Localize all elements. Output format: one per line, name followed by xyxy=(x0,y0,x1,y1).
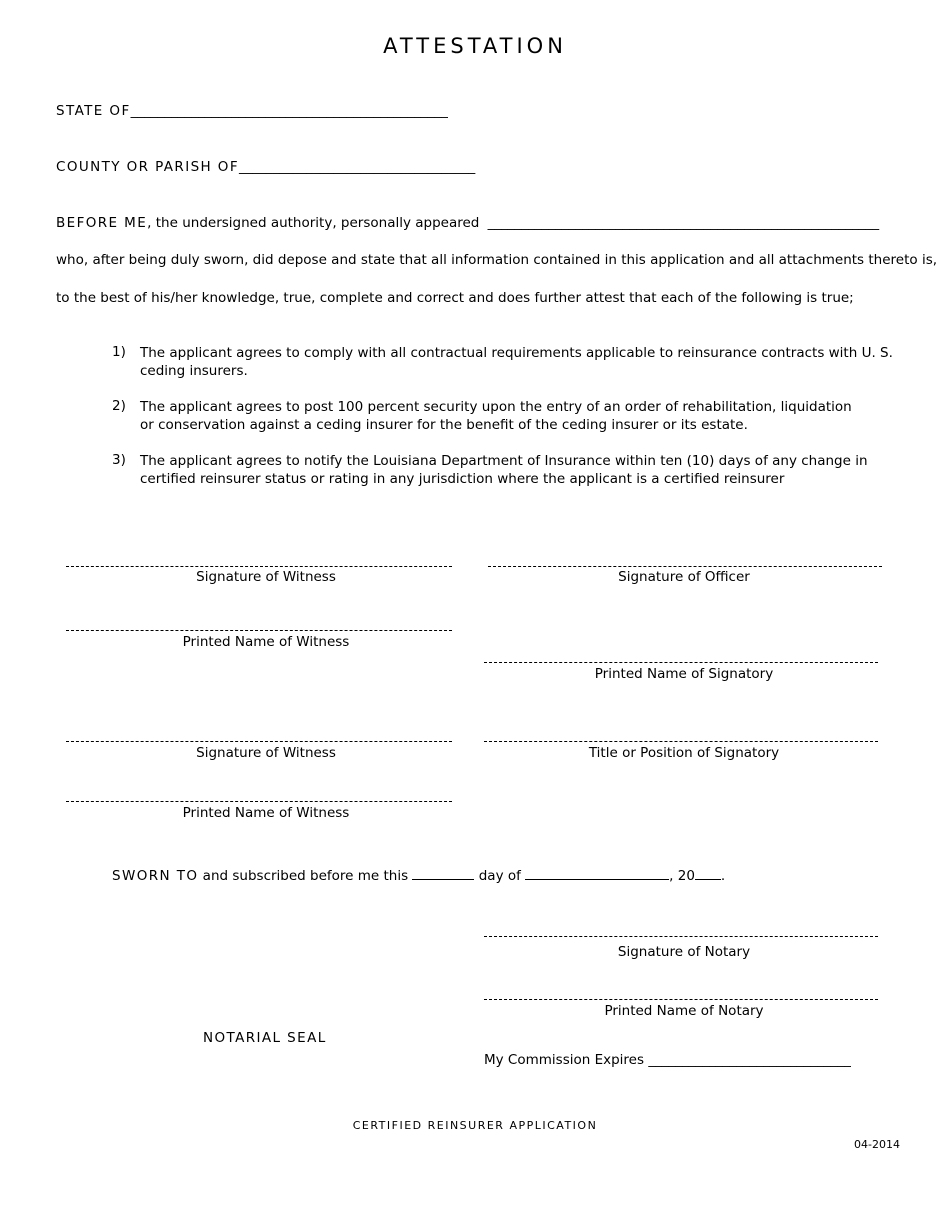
sworn-month-blank[interactable] xyxy=(525,865,669,880)
witness1-signature-caption: Signature of Witness xyxy=(196,569,336,585)
before-me-lead: BEFORE ME xyxy=(56,215,148,231)
sworn-day-blank[interactable] xyxy=(412,865,474,880)
witness2-signature-line[interactable] xyxy=(66,741,452,742)
state-of-line[interactable]: _______________________________________________ xyxy=(130,103,448,119)
notarial-seal-label: NOTARIAL SEAL xyxy=(203,1030,327,1046)
witness2-signature-caption: Signature of Witness xyxy=(196,745,336,761)
footer-title: CERTIFIED REINSURER APPLICATION xyxy=(352,1119,598,1132)
sworn-lead: SWORN TO xyxy=(112,868,199,884)
notary-printed-caption: Printed Name of Notary xyxy=(604,1003,764,1019)
list-number-3: 3) xyxy=(112,452,126,468)
list-item-2: The applicant agrees to post 100 percent security upon the entry of an order of rehabilitation, liquidation or conservation against a ceding insurer for the benefit of the ceding insurer or its estate. xyxy=(140,399,852,433)
page-title: ATTESTATION xyxy=(383,34,567,58)
list-number-1: 1) xyxy=(112,344,126,360)
commission-expires-line[interactable]: ______________________________ xyxy=(648,1052,851,1068)
sworn-end: . xyxy=(720,868,726,884)
county-field xyxy=(56,159,475,175)
county-line[interactable]: ___________________________________ xyxy=(239,159,476,175)
commission-expires-label: My Commission Expires xyxy=(484,1052,645,1068)
sworn-text-2: day of xyxy=(474,868,526,884)
witness1-printed-caption: Printed Name of Witness xyxy=(182,634,350,650)
signatory-printed-line[interactable] xyxy=(484,662,878,663)
form-code: 04-2014 xyxy=(854,1138,900,1151)
officer-signature-line[interactable] xyxy=(488,566,882,567)
appeared-name-line[interactable]: __________________________________________________________ xyxy=(487,215,880,231)
paragraph-line-2: who, after being duly sworn, did depose and state that all information contained in this application and all attachments thereto is, xyxy=(56,252,938,268)
officer-signature-caption: Signature of Officer xyxy=(618,569,750,585)
signatory-printed-caption: Printed Name of Signatory xyxy=(594,666,774,682)
paragraph-line-3: to the best of his/her knowledge, true, complete and correct and does further attest that each of the following is true; xyxy=(56,290,854,306)
notary-printed-line[interactable] xyxy=(484,999,878,1000)
sworn-statement xyxy=(112,865,725,884)
witness1-signature-line[interactable] xyxy=(66,566,452,567)
before-me-text: , the undersigned authority, personally appeared xyxy=(147,215,480,231)
state-of-label: STATE OF xyxy=(56,103,131,119)
state-of-field xyxy=(56,103,448,119)
witness1-printed-line[interactable] xyxy=(66,630,452,631)
sworn-text-3: , 20 xyxy=(669,868,695,884)
witness2-printed-caption: Printed Name of Witness xyxy=(182,805,350,821)
sworn-year-blank[interactable] xyxy=(695,865,721,880)
list-item-3: The applicant agrees to notify the Louisiana Department of Insurance within ten (10) days of any change in certified reinsurer status or rating in any jurisdiction where the applicant is a certified reinsurer xyxy=(140,453,868,487)
list-item-1: The applicant agrees to comply with all contractual requirements applicable to reinsurance contracts with U. S. ceding insurers. xyxy=(140,345,893,379)
signatory-title-caption: Title or Position of Signatory xyxy=(588,745,780,761)
witness2-printed-line[interactable] xyxy=(66,801,452,802)
signatory-title-line[interactable] xyxy=(484,741,878,742)
before-me-line xyxy=(56,215,879,231)
county-label: COUNTY OR PARISH OF xyxy=(56,159,239,175)
notary-signature-line[interactable] xyxy=(484,936,878,937)
list-number-2: 2) xyxy=(112,398,126,414)
sworn-text-1: and subscribed before me this xyxy=(198,868,413,884)
notary-signature-caption: Signature of Notary xyxy=(617,944,751,960)
commission-expires-field xyxy=(484,1052,851,1068)
